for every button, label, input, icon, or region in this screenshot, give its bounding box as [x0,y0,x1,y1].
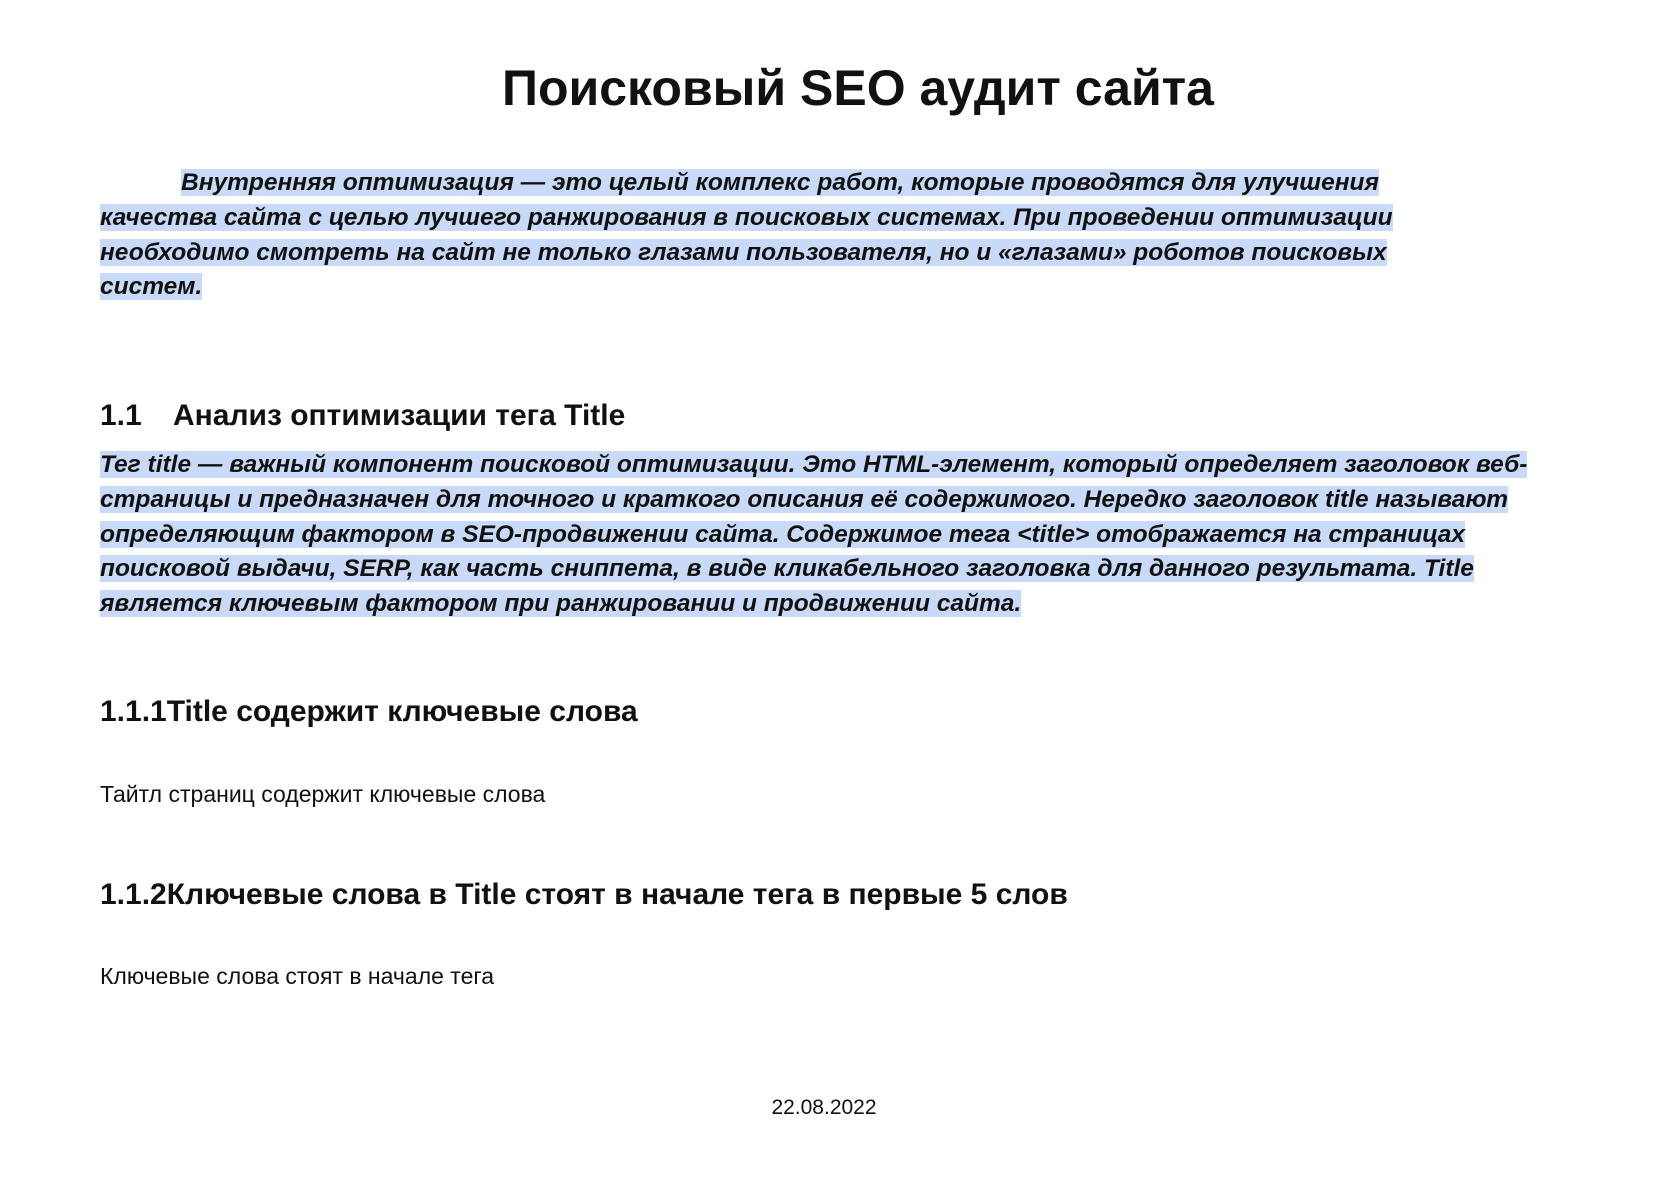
section-heading [100,398,625,434]
footer-date: 22.08.2022 [771,1096,877,1119]
document-title: Поисковый SEO аудит сайта [502,60,1214,116]
section-number: 1.1 [100,399,142,432]
title-tag-paragraph [100,448,1572,622]
intro-paragraph [100,166,1495,305]
section-title: Анализ оптимизации тега Title [173,399,626,432]
subsection-number: 1.1.2 [100,878,167,911]
subsection-number: 1.1.1 [100,695,167,728]
subsection-heading [100,877,1068,913]
subsection-title: Title содержит ключевые слова [166,695,638,728]
title-tag-highlight: Тег title — важный компонент поисковой оптимизации. Это HTML-элемент, который определяет заголовок веб-страницы и предназначен для точного и краткого описания её содержимого. Нередко заголовок title называют определяющим фактором в SEO-продвижении сайта. Содержимое тега <title> отображается на страницах поисковой выдачи, SERP, как часть сниппета, в виде кликабельного заголовка для данного результата. Title является ключевым фактором при ранжировании и продвижении сайта. [100,451,1528,618]
subsection-text: Тайтл страниц содержит ключевые слова [100,781,546,807]
subsection-text: Ключевые слова стоят в начале тега [100,963,495,989]
subsection-title: Ключевые слова в Title стоят в начале тега в первые 5 слов [166,878,1068,911]
intro-highlight: Внутренняя оптимизация — это целый комплекс работ, которые проводятся для улучшения качества сайта с целью лучшего ранжирования в поисковых системах. При проведении оптимизации необходимо смотреть на сайт не только глазами пользователя, но и «глазами» роботов поисковых систем. [100,169,1393,301]
subsection-heading [100,694,638,730]
